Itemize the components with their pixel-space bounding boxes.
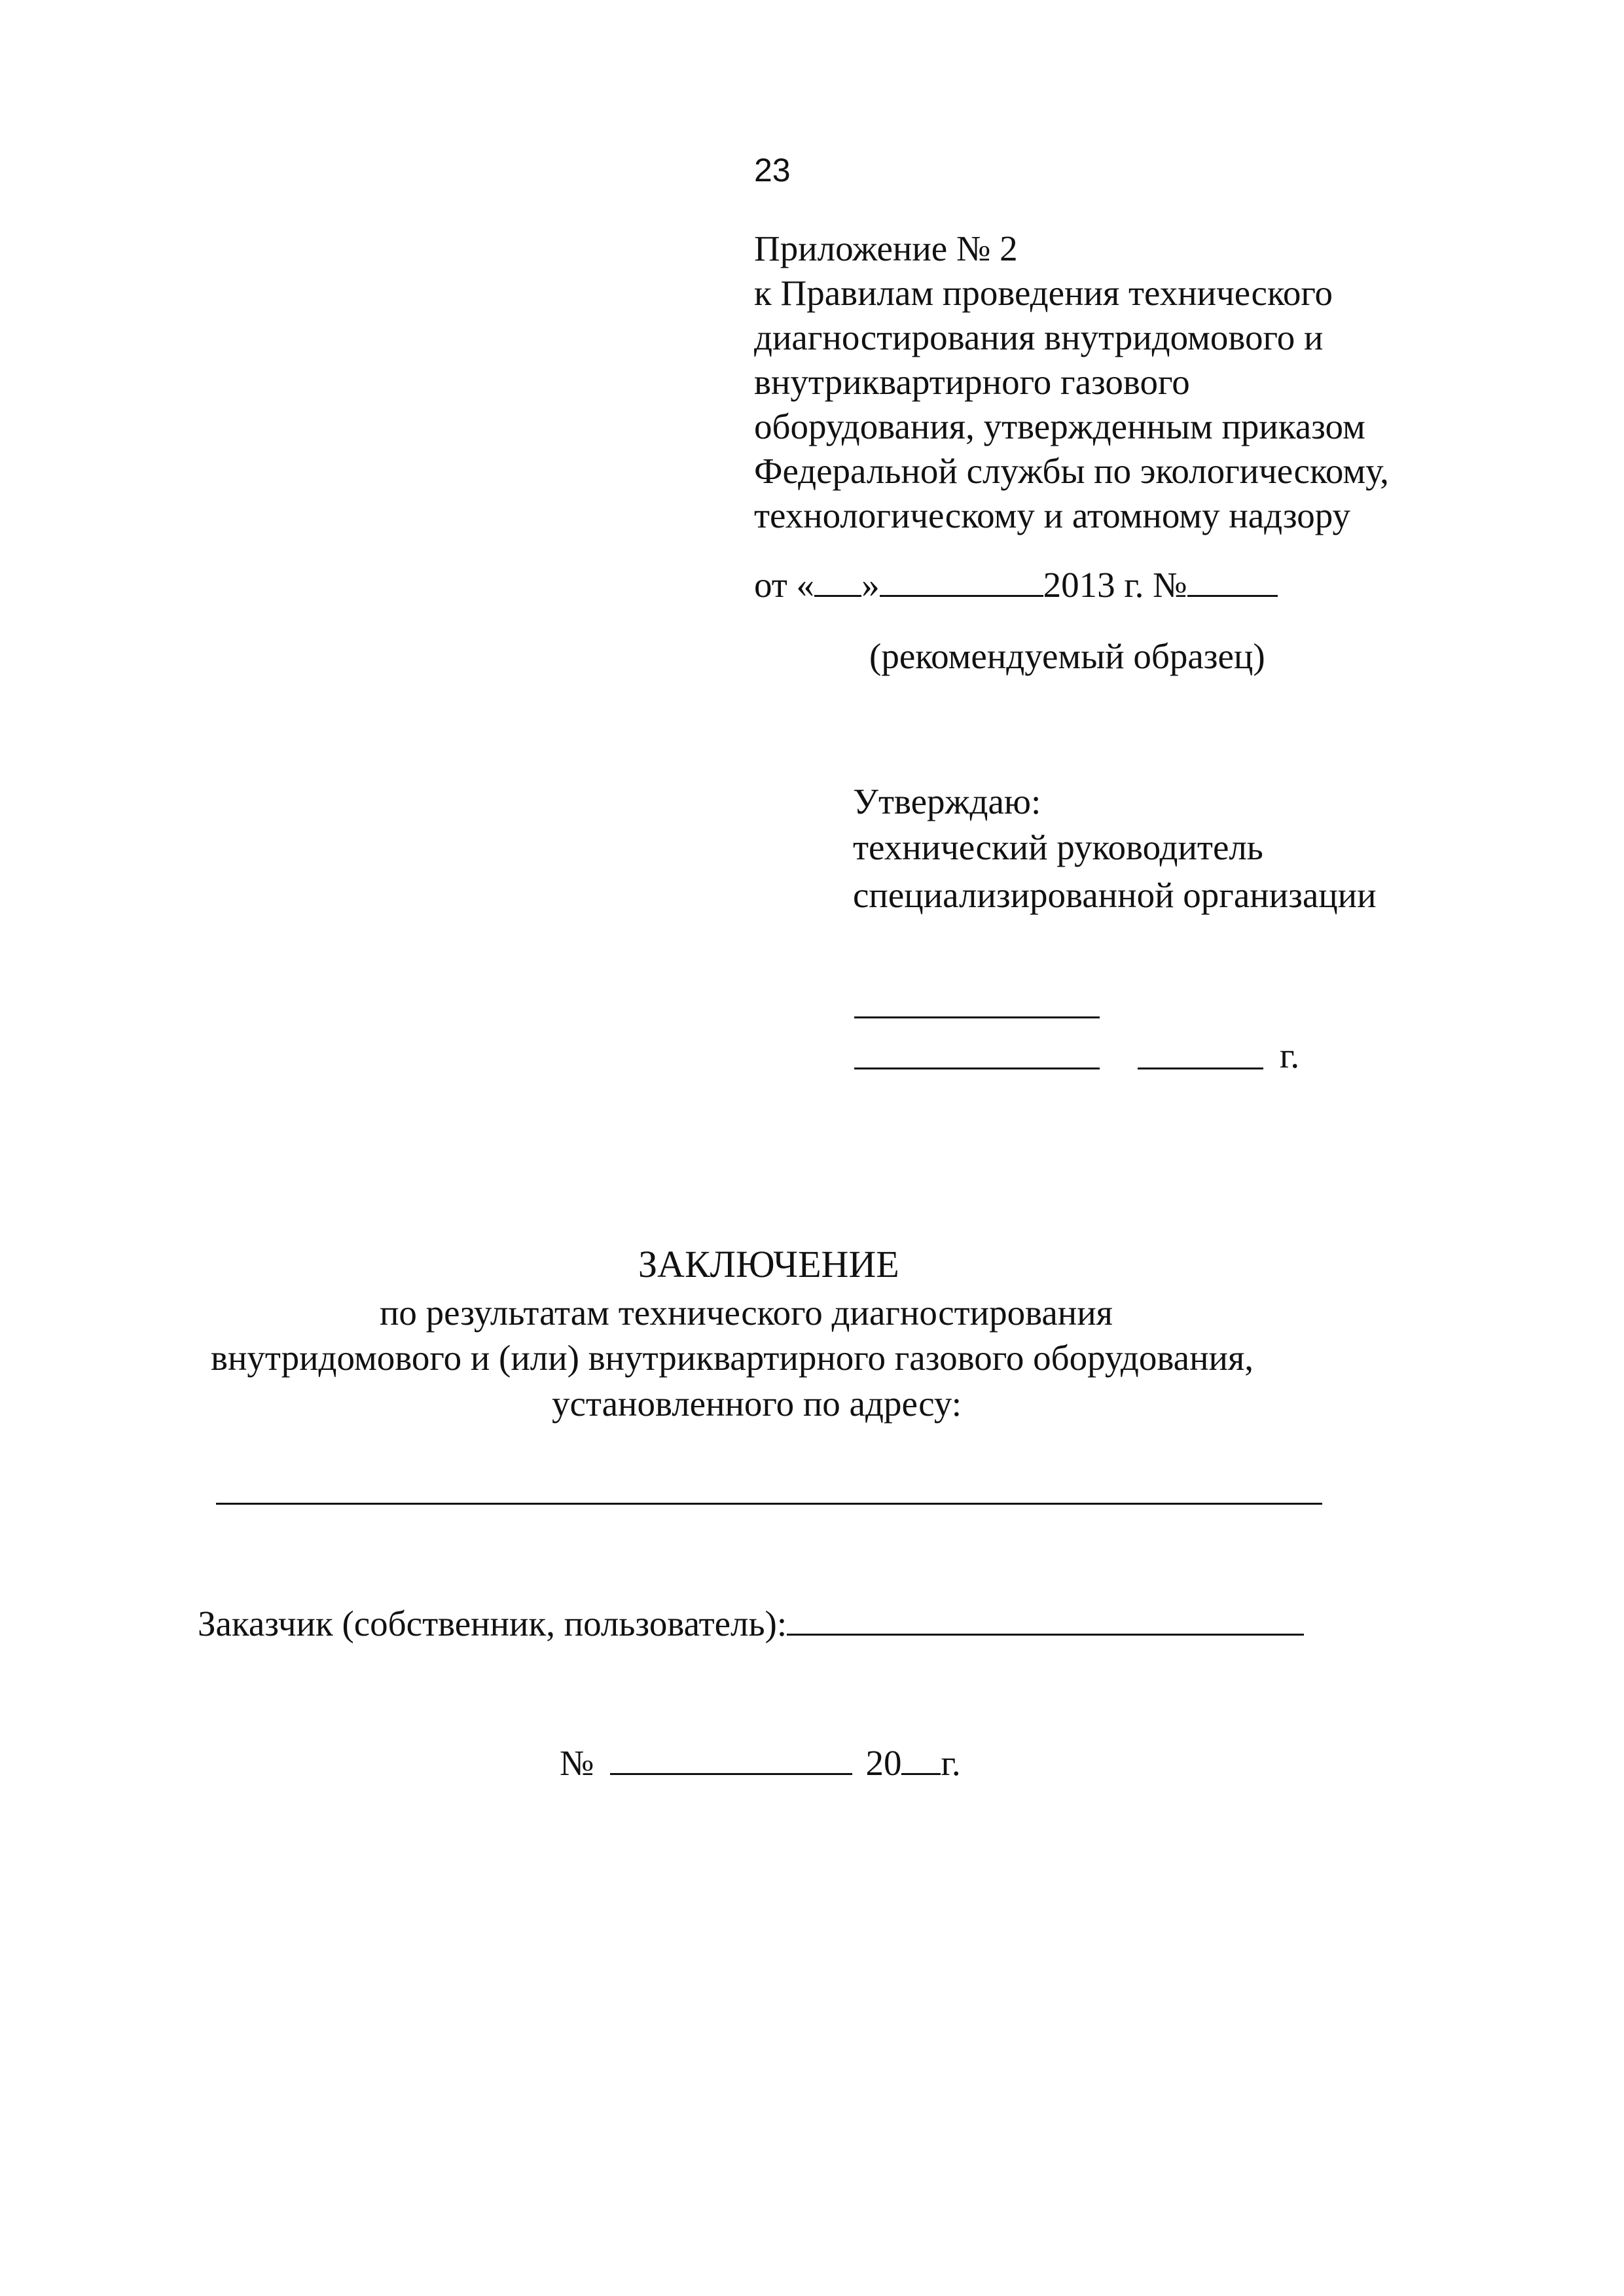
number-blank[interactable] <box>610 1744 852 1775</box>
customer-blank[interactable] <box>787 1605 1304 1636</box>
customer-label: Заказчик (собственник, пользователь): <box>198 1604 787 1643</box>
conclusion-title: ЗАКЛЮЧЕНИЕ <box>638 1243 899 1285</box>
name-line[interactable] <box>854 1067 1100 1069</box>
address-line[interactable] <box>216 1503 1322 1505</box>
appendix-line: к Правилам проведения технического <box>754 273 1333 313</box>
year-prefix: 20 <box>865 1743 902 1783</box>
day-blank[interactable] <box>814 566 861 597</box>
date-prefix: от « <box>754 565 815 605</box>
year-suffix: г. <box>941 1743 961 1783</box>
date-mid: » <box>861 565 880 605</box>
appendix-line: оборудования, утвержденным приказом <box>754 406 1365 446</box>
approval-heading: Утверждаю: <box>853 781 1041 821</box>
approval-line: специализированной организации <box>853 875 1377 915</box>
date-line[interactable] <box>1138 1067 1263 1069</box>
appendix-date-line <box>754 566 1278 603</box>
appendix-line: Федеральной службы по экологическому, <box>754 451 1389 491</box>
number-row <box>560 1744 961 1781</box>
signature-line[interactable] <box>854 1016 1100 1018</box>
conclusion-line: внутридомового и (или) внутриквартирного газового оборудования, <box>211 1338 1254 1378</box>
appendix-line: технологическому и атомному надзору <box>754 495 1351 535</box>
customer-row <box>198 1605 1304 1641</box>
conclusion-line: по результатам технического диагностирования <box>380 1293 1113 1333</box>
date-year: 2013 г. № <box>1043 565 1187 605</box>
sample-note: (рекомендуемый образец) <box>869 636 1265 676</box>
appendix-title: Приложение № 2 <box>754 228 1018 268</box>
month-blank[interactable] <box>880 566 1043 597</box>
order-number-blank[interactable] <box>1187 566 1278 597</box>
conclusion-line: установленного по адресу: <box>552 1384 962 1424</box>
year-blank[interactable] <box>901 1744 941 1775</box>
page-number: 23 <box>754 152 791 188</box>
approval-year-suffix: г. <box>1280 1035 1300 1075</box>
approval-line: технический руководитель <box>853 827 1263 867</box>
appendix-line: диагностирования внутридомового и <box>754 317 1324 357</box>
number-sign: № <box>560 1743 594 1783</box>
appendix-line: внутриквартирного газового <box>754 362 1190 402</box>
